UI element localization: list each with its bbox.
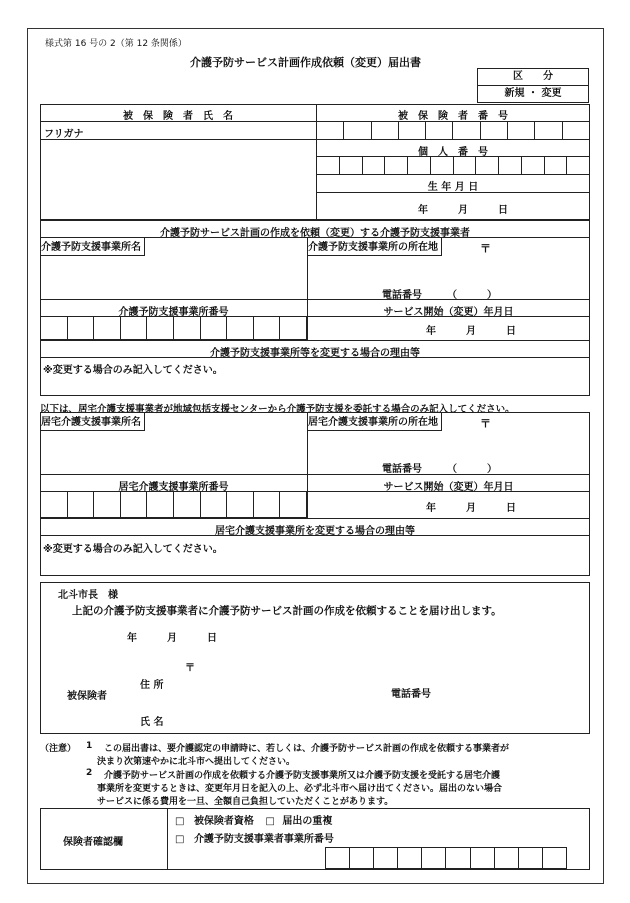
checkbox-insured-status[interactable]: □ [175, 816, 185, 827]
support-reason-note[interactable]: ※変更する場合のみ記入してください。 [43, 365, 223, 376]
home-start-label: サービス開始（変更）年月日 [383, 482, 514, 493]
insured-label: 被保険者 [67, 691, 107, 702]
support-office-number-cells[interactable] [40, 316, 307, 340]
note-2-line-2: 事業所を変更するときは、変更年月日を記入の上、必ず北斗市へ届け出てください。届出のない場合 [97, 784, 503, 794]
support-office-number-label: 介護予防支援事業所番号 [118, 307, 229, 318]
home-start-value[interactable]: 年 月 日 [426, 503, 516, 514]
personal-number-cells[interactable] [316, 156, 590, 175]
support-address-label: 介護予防支援事業所の所在地 [307, 237, 442, 256]
check-label-duplicate: 届出の重複 [282, 816, 333, 827]
name-label: 氏 名 [140, 717, 164, 728]
insured-number-cells[interactable] [316, 121, 590, 140]
insured-name-header: 被 保 険 者 氏 名 [123, 111, 233, 122]
furigana-label: フリガナ [44, 129, 84, 140]
addressee: 北斗市長 様 [58, 590, 118, 601]
support-reason-header: 介護予防支援事業所等を変更する場合の理由等 [210, 348, 420, 359]
home-reason-header: 居宅介護支援事業所を変更する場合の理由等 [215, 526, 415, 537]
insurer-label: 保険者確認欄 [63, 837, 123, 848]
home-office-name-label: 居宅介護支援事業所名 [40, 412, 145, 431]
support-phone[interactable]: 電話番号 （ ） [382, 290, 497, 301]
notes-prefix: （注意） [40, 744, 77, 754]
support-section-header: 介護予防サービス計画の作成を依頼（変更）する介護予防支援事業者 [160, 228, 470, 239]
birthdate-header: 生 年 月 日 [427, 182, 479, 193]
declaration-statement: 上記の介護予防支援事業者に介護予防サービス計画の作成を依頼することを届け出します。 [72, 605, 502, 617]
home-reason-note[interactable]: ※変更する場合のみ記入してください。 [43, 544, 223, 555]
insurer-office-number-cells[interactable] [325, 847, 567, 869]
support-office-name-label: 介護予防支援事業所名 [40, 237, 145, 256]
page-title: 介護予防サービス計画作成依頼（変更）届出書 [190, 56, 421, 69]
address-label: 住 所 [140, 680, 164, 691]
home-office-number-label: 居宅介護支援事業所番号 [118, 482, 229, 493]
check-label-office-number: 介護予防支援事業者事業所番号 [193, 834, 334, 845]
support-start-label: サービス開始（変更）年月日 [383, 307, 514, 318]
category-value[interactable]: 新規 ・ 変更 [478, 86, 589, 103]
home-address-label: 居宅介護支援事業所の所在地 [307, 412, 442, 431]
category-header: 区 分 [478, 69, 589, 86]
home-office-number-cells[interactable] [40, 491, 307, 518]
note-2-line-1: 介護予防サービス計画の作成を依頼する介護予防支援事業所又は介護予防支援を受託する居宅介護 [104, 771, 501, 781]
home-postal-mark: 〒 [480, 417, 491, 430]
support-start-value[interactable]: 年 月 日 [426, 326, 516, 337]
note-1-num: 1 [86, 741, 93, 751]
note-1-line-2: 決まり次第速やかに北斗市へ提出してください。 [97, 757, 296, 767]
check-label-insured-status: 被保険者資格 [193, 816, 254, 827]
note-1-line-1: この届出書は、要介護認定の申請時に、若しくは、介護予防サービス計画の作成を依頼する事業者が [104, 744, 510, 754]
declarant-phone-label: 電話番号 [391, 689, 431, 700]
support-postal-mark: 〒 [480, 242, 491, 255]
declaration-date[interactable]: 年 月 日 [127, 633, 217, 644]
home-phone[interactable]: 電話番号 （ ） [382, 464, 497, 475]
insured-name-field[interactable] [42, 142, 314, 218]
declarant-postal-mark: 〒 [185, 663, 195, 674]
insured-number-header: 被 保 険 者 番 号 [398, 111, 508, 122]
note-2-num: 2 [86, 768, 93, 778]
form-number: 様式第 16 号の 2（第 12 条関係） [45, 39, 187, 49]
note-2-line-3: サービスに係る費用を一旦、全額自己負担していただくことがあります。 [97, 797, 394, 807]
personal-number-header: 個 人 番 号 [418, 147, 488, 158]
checkbox-office-number[interactable]: □ [175, 834, 185, 845]
category-box [477, 68, 589, 103]
delegation-note: 以下は、居宅介護支援事業者が地域包括支援センターから介護予防支援を委託する場合のみ記入してください。 [40, 404, 515, 415]
birthdate-value[interactable]: 年 月 日 [418, 205, 508, 216]
checkbox-duplicate[interactable]: □ [265, 816, 275, 827]
